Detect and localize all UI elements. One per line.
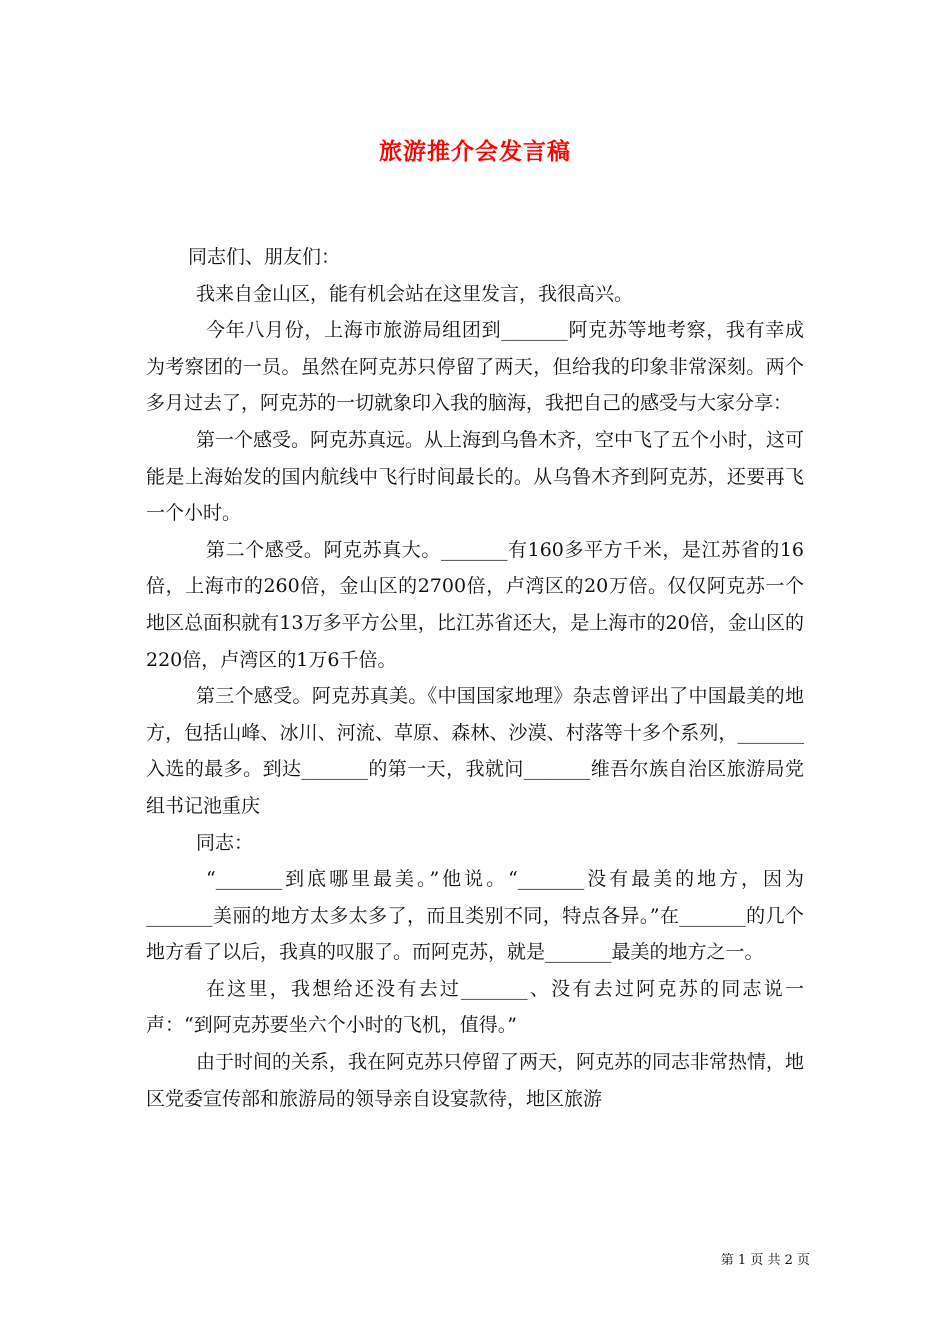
- paragraph-feeling-two: 第二个感受。阿克苏真大。_______有160多平方千米，是江苏省的16倍，上海市的260倍，金山区的2700倍，卢湾区的20万倍。仅仅阿克苏一个地区总面积就有13万多平方公里，比江苏省还大，是上海市的20倍，金山区的220倍，卢湾区的1万6千倍。: [146, 538, 804, 671]
- paragraph-time: 由于时间的关系，我在阿克苏只停留了两天，阿克苏的同志非常热情，地区党委宣传部和旅游局的领导亲自设宴款待，地区旅游: [146, 1051, 805, 1110]
- paragraph-opening: 我来自金山区，能有机会站在这里发言，我很高兴。: [196, 282, 634, 305]
- paragraph-salutation: 同志们、朋友们：: [188, 246, 341, 268]
- paragraph-comrade: 同志：: [196, 831, 254, 854]
- paragraph-feeling-one: 第一个感受。阿克苏真远。从上海到乌鲁木齐，空中飞了五个小时，这可能是上海始发的国内航线中飞行时间最长的。从乌鲁木齐到阿克苏，还要再飞一个小时。: [146, 428, 805, 525]
- paragraph-intro: 今年八月份，上海市旅游局组团到_______阿克苏等地考察，我有幸成为考察团的一员。虽然在阿克苏只停留了两天，但给我的印象非常深刻。两个多月过去了，阿克苏的一切就象印入我的脑海，我把自己的感受与大家分享：: [146, 319, 804, 415]
- document-title: 旅游推介会发言稿: [379, 138, 571, 165]
- paragraph-invitation: 在这里，我想给还没有去过_______、没有去过阿克苏的同志说一声：“到阿克苏要坐六个小时的飞机，值得。”: [146, 977, 804, 1037]
- page-number: 第 1 页 共 2 页: [720, 1253, 810, 1268]
- paragraph-feeling-three: 第三个感受。阿克苏真美。《中国国家地理》杂志曾评出了中国最美的地方，包括山峰、冰川、河流、草原、森林、沙漠、村落等十多个系列，_______入选的最多。到达_______的第一天，我就问_______维吾尔族自治区旅游局党组书记池重庆: [146, 685, 804, 817]
- document-body: [146, 239, 804, 1117]
- paragraph-quote: “_______到底哪里最美。”他说。“_______没有最美的地方，因为_______美丽的地方太多太多了，而且类别不同，特点各异。”在_______的几个地方看了以后，我真的叹服了。而阿克苏，就是_______最美的地方之一。: [146, 868, 804, 964]
